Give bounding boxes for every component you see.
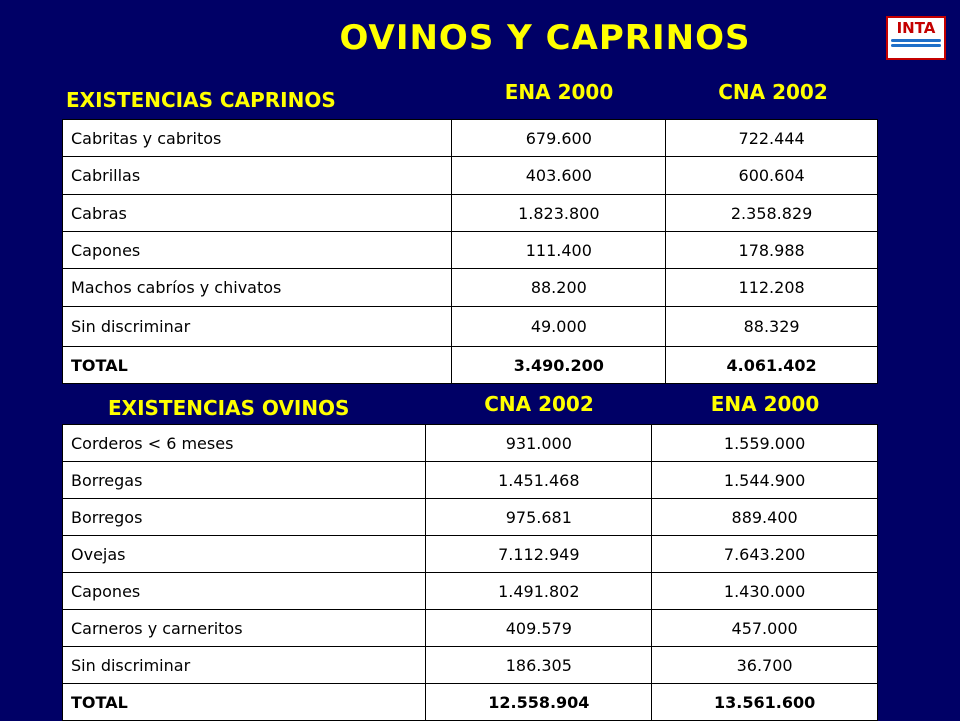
row-value-col1: 7.112.949 bbox=[426, 536, 652, 573]
table-row bbox=[63, 157, 878, 195]
row-label: Borregas bbox=[63, 462, 426, 499]
row-value-col1: 12.558.904 bbox=[426, 684, 652, 721]
table-row bbox=[63, 573, 878, 610]
table-row bbox=[63, 462, 878, 499]
row-value-col2: 722.444 bbox=[666, 120, 878, 157]
page-title: OVINOS Y CAPRINOS bbox=[339, 18, 751, 58]
row-value-col2: 88.329 bbox=[666, 307, 878, 347]
table-row bbox=[63, 195, 878, 232]
table-row bbox=[63, 536, 878, 573]
row-value-col1: 88.200 bbox=[452, 269, 666, 307]
row-value-col2: 112.208 bbox=[666, 269, 878, 307]
total-row bbox=[63, 684, 878, 721]
row-value-col1: 1.823.800 bbox=[452, 195, 666, 232]
row-value-col1: 1.451.468 bbox=[426, 462, 652, 499]
caprinos-section-label: EXISTENCIAS CAPRINOS bbox=[66, 88, 336, 112]
row-value-col1: 1.491.802 bbox=[426, 573, 652, 610]
table-row bbox=[63, 307, 878, 347]
row-value-col2: 1.430.000 bbox=[652, 573, 878, 610]
row-value-col1: 931.000 bbox=[426, 425, 652, 462]
row-value-col1: 679.600 bbox=[452, 120, 666, 157]
row-label: Corderos < 6 meses bbox=[63, 425, 426, 462]
inta-logo-text: INTA bbox=[896, 19, 936, 37]
row-value-col2: 1.559.000 bbox=[652, 425, 878, 462]
caprinos-table bbox=[62, 119, 878, 384]
table-row bbox=[63, 120, 878, 157]
row-label: Machos cabríos y chivatos bbox=[63, 269, 452, 307]
row-value-col1: 975.681 bbox=[426, 499, 652, 536]
row-value-col1: 49.000 bbox=[452, 307, 666, 347]
inta-logo bbox=[886, 16, 946, 60]
caprinos-col1-header: ENA 2000 bbox=[504, 80, 614, 104]
row-value-col2: 4.061.402 bbox=[666, 347, 878, 384]
ovinos-col2-header: ENA 2000 bbox=[710, 392, 820, 416]
logo-wave-icon bbox=[891, 39, 941, 42]
caprinos-col2-header: CNA 2002 bbox=[718, 80, 828, 104]
row-label: Carneros y carneritos bbox=[63, 610, 426, 647]
row-label: Sin discriminar bbox=[63, 647, 426, 684]
row-value-col1: 111.400 bbox=[452, 232, 666, 269]
row-label: TOTAL bbox=[63, 684, 426, 721]
row-label: Sin discriminar bbox=[63, 307, 452, 347]
row-label: Borregos bbox=[63, 499, 426, 536]
logo-wave-icon bbox=[891, 44, 941, 47]
row-label: TOTAL bbox=[63, 347, 452, 384]
row-value-col2: 600.604 bbox=[666, 157, 878, 195]
row-label: Cabritas y cabritos bbox=[63, 120, 452, 157]
row-value-col1: 409.579 bbox=[426, 610, 652, 647]
row-label: Ovejas bbox=[63, 536, 426, 573]
ovinos-table bbox=[62, 424, 878, 721]
table-row bbox=[63, 647, 878, 684]
row-value-col2: 1.544.900 bbox=[652, 462, 878, 499]
row-value-col1: 3.490.200 bbox=[452, 347, 666, 384]
row-value-col2: 7.643.200 bbox=[652, 536, 878, 573]
row-value-col2: 178.988 bbox=[666, 232, 878, 269]
row-value-col1: 186.305 bbox=[426, 647, 652, 684]
row-value-col2: 13.561.600 bbox=[652, 684, 878, 721]
row-value-col2: 457.000 bbox=[652, 610, 878, 647]
row-label: Cabras bbox=[63, 195, 452, 232]
ovinos-section-label: EXISTENCIAS OVINOS bbox=[108, 396, 350, 420]
table-row bbox=[63, 610, 878, 647]
row-value-col1: 403.600 bbox=[452, 157, 666, 195]
ovinos-col1-header: CNA 2002 bbox=[484, 392, 594, 416]
row-label: Cabrillas bbox=[63, 157, 452, 195]
table-row bbox=[63, 232, 878, 269]
table-row bbox=[63, 499, 878, 536]
row-value-col2: 2.358.829 bbox=[666, 195, 878, 232]
table-row bbox=[63, 269, 878, 307]
row-value-col2: 36.700 bbox=[652, 647, 878, 684]
row-label: Capones bbox=[63, 232, 452, 269]
row-label: Capones bbox=[63, 573, 426, 610]
table-row bbox=[63, 425, 878, 462]
total-row bbox=[63, 347, 878, 384]
row-value-col2: 889.400 bbox=[652, 499, 878, 536]
